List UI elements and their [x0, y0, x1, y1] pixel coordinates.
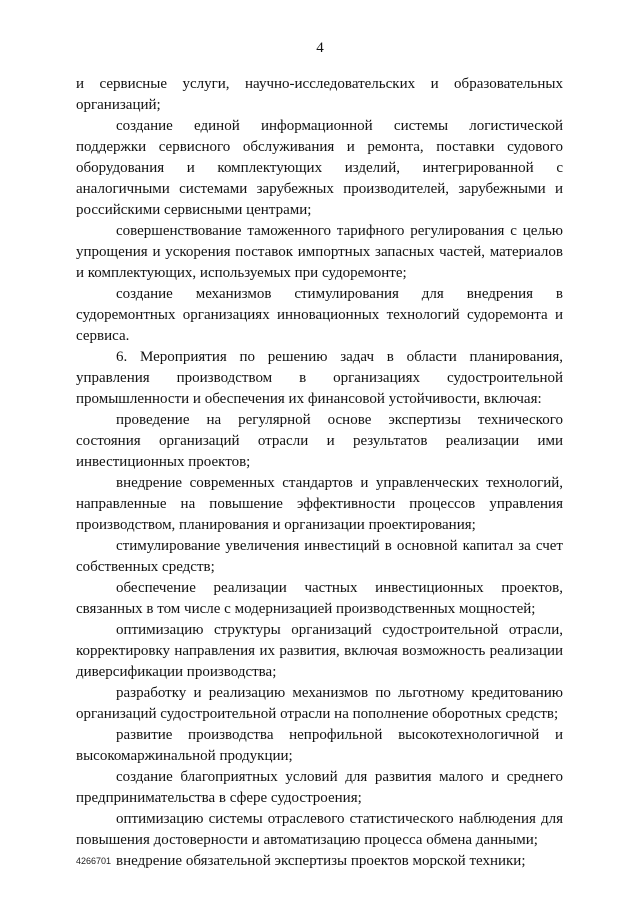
paragraph: стимулирование увеличения инвестиций в основной капитал за счет собственных средств; — [76, 538, 563, 575]
paragraph: оптимизацию системы отраслевого статистического наблюдения для повышения достоверности и автоматизацию процесса обмена данными; — [76, 811, 563, 848]
document-body — [76, 74, 563, 872]
paragraph: обеспечение реализации частных инвестиционных проектов, связанных в том числе с модернизацией производственных мощностей; — [76, 580, 563, 617]
paragraph: и сервисные услуги, научно-исследовательских и образовательных организаций; — [76, 76, 563, 113]
paragraph: оптимизацию структуры организаций судостроительной отрасли, корректировку направления их развития, включая возможность реализации диверсификации производства; — [76, 622, 563, 680]
paragraph: создание единой информационной системы логистической поддержки сервисного обслуживания и ремонта, поставки судового оборудования и комплектующих изделий, интегрированной с аналогичными системами зарубежных производителей, зарубежными и российскими сервисными центрами; — [76, 118, 563, 218]
document-code: 4266701 — [76, 856, 112, 866]
paragraph: создание благоприятных условий для развития малого и среднего предпринимательства в сфере судостроения; — [76, 769, 563, 806]
paragraph: проведение на регулярной основе экспертизы технического состояния организаций отрасли и результатов реализации ими инвестиционных проектов; — [76, 412, 563, 470]
paragraph: совершенствование таможенного тарифного регулирования с целью упрощения и ускорения поставок импортных запасных частей, материалов и комплектующих, используемых при судоремонте; — [76, 223, 563, 281]
paragraph: разработку и реализацию механизмов по льготному кредитованию организаций судостроительной отрасли на пополнение оборотных средств; — [76, 685, 563, 722]
paragraph: создание механизмов стимулирования для внедрения в судоремонтных организациях инновационных технологий судоремонта и сервиса. — [76, 286, 563, 344]
paragraph: развитие производства непрофильной высокотехнологичной и высокомаржинальной продукции; — [76, 727, 563, 764]
paragraph: 6. Мероприятия по решению задач в области планирования, управления производством в организациях судостроительной промышленности и обеспечения их финансовой устойчивости, включая: — [76, 349, 563, 407]
paragraph: внедрение обязательной экспертизы проектов морской техники; — [116, 853, 526, 869]
page-number: 4 — [316, 40, 324, 56]
paragraph: внедрение современных стандартов и управленческих технологий, направленные на повышение эффективности процессов управления производством, планирования и организации проектирования; — [76, 475, 563, 533]
